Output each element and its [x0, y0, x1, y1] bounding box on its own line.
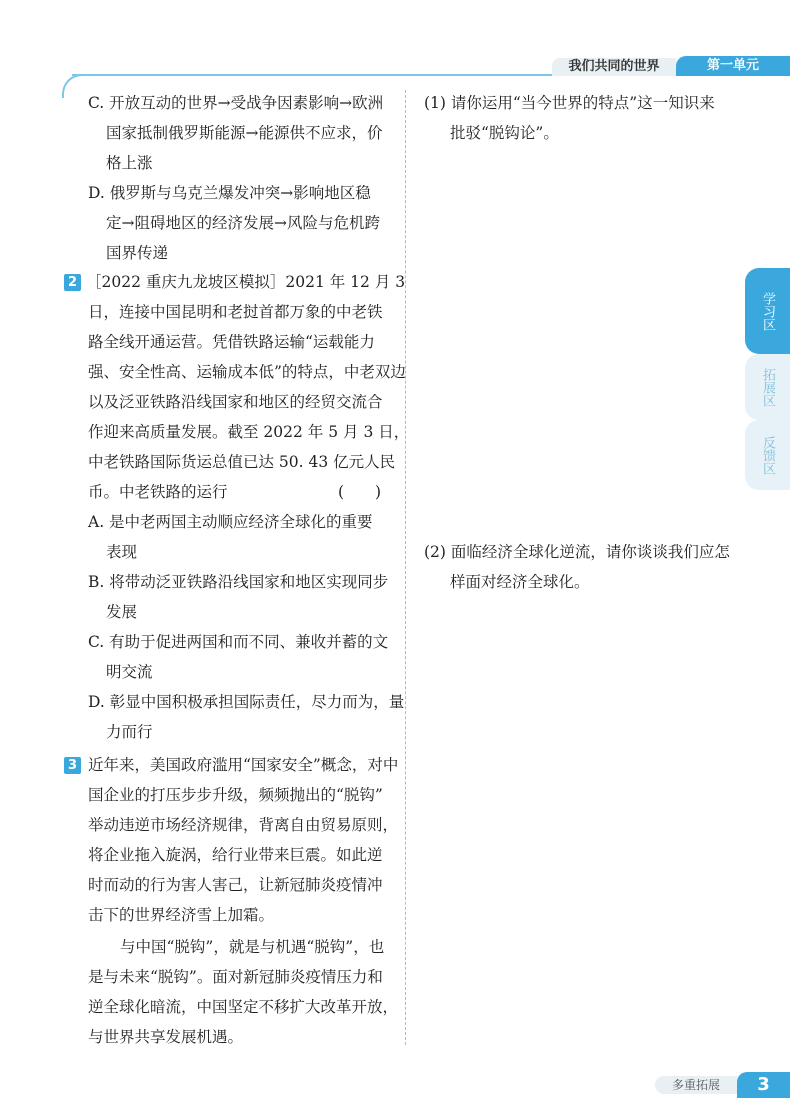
q2-stem-line-1: ［2022 重庆九龙坡区模拟］2021 年 12 月 3: [86, 273, 406, 291]
q2-stem-line-5: 以及泛亚铁路沿线国家和地区的经贸交流合: [88, 393, 383, 411]
prev-option-d-line-3: 国界传递: [106, 244, 169, 262]
q3-para1-line-2: 国企业的打压步步升级，频频抛出的“脱钩”: [88, 786, 383, 804]
q2-option-c-line-1: C. 有助于促进两国和而不同、兼收并蓄的文: [88, 633, 389, 651]
prev-option-c-line-3: 格上涨: [106, 154, 153, 172]
prev-option-c-line-1: C. 开放互动的世界→受战争因素影响→欧洲: [88, 94, 384, 112]
prev-option-d-line-2: 定→阻碍地区的经济发展→风险与危机跨: [106, 214, 380, 232]
side-tab-feedback[interactable]: 反馈区: [745, 420, 790, 490]
q3-para1-line-3: 举动违逆市场经济规律，背离自由贸易原则，: [88, 816, 399, 834]
q3-para2-line-2: 是与未来“脱钩”。面对新冠肺炎疫情压力和: [88, 968, 383, 986]
q3-para2-line-4: 与世界共享发展机遇。: [88, 1028, 244, 1046]
q3-sub1-line-1: (1) 请你运用“当今世界的特点”这一知识来: [424, 94, 715, 112]
q2-option-c-line-2: 明交流: [106, 663, 153, 681]
header-title: 我们共同的世界: [552, 58, 676, 76]
question-2-number-badge: 2: [64, 274, 81, 291]
q2-stem-line-3: 路全线开通运营。凭借铁路运输“运载能力: [88, 333, 375, 351]
page-number: 3: [737, 1072, 790, 1098]
side-tab-expand[interactable]: 拓展区: [745, 354, 790, 420]
footer-section-label: 多重拓展: [655, 1076, 737, 1094]
q2-option-b-line-1: B. 将带动泛亚铁路沿线国家和地区实现同步: [88, 573, 389, 591]
q2-option-d-line-2: 力而行: [106, 723, 153, 741]
q3-para2-line-3: 逆全球化暗流，中国坚定不移扩大改革开放，: [88, 998, 399, 1016]
q3-sub1-line-2: 批驳“脱钩论”。: [450, 124, 559, 142]
header-unit: 第一单元: [676, 56, 790, 76]
q3-sub2-line-1: (2) 面临经济全球化逆流，请你谈谈我们应怎: [424, 543, 730, 561]
q3-para1-line-4: 将企业拖入旋涡，给行业带来巨震。如此逆: [88, 846, 383, 864]
q2-option-b-line-2: 发展: [106, 603, 138, 621]
side-tab-study[interactable]: 学习区: [745, 268, 790, 354]
q2-stem-line-6: 作迎来高质量发展。截至 2022 年 5 月 3 日，: [88, 423, 410, 441]
header-rule-corner: [62, 74, 86, 98]
q3-sub2-line-2: 样面对经济全球化。: [450, 573, 590, 591]
column-divider: [405, 90, 406, 1045]
q2-answer-bracket: ( ): [338, 483, 382, 501]
q2-stem-line-4: 强、安全性高、运输成本低”的特点，中老双边: [88, 363, 406, 381]
q3-para2-line-1: 与中国“脱钩”，就是与机遇“脱钩”，也: [120, 938, 385, 956]
q2-option-d-line-1: D. 彰显中国积极承担国际责任，尽力而为，量: [88, 693, 405, 711]
prev-option-d-line-1: D. 俄罗斯与乌克兰爆发冲突→影响地区稳: [88, 184, 371, 202]
q3-para1-line-5: 时而动的行为害人害己，让新冠肺炎疫情冲: [88, 876, 383, 894]
q3-para1-line-1: 近年来，美国政府滥用“国家安全”概念，对中: [88, 756, 399, 774]
prev-option-c-line-2: 国家抵制俄罗斯能源→能源供不应求，价: [106, 124, 383, 142]
question-3-number-badge: 3: [64, 757, 81, 774]
q2-stem-line-7: 中老铁路国际货运总值已达 50. 43 亿元人民: [88, 453, 396, 471]
q2-stem-line-8: 币。中老铁路的运行: [88, 483, 228, 501]
q2-stem-line-2: 日，连接中国昆明和老挝首都万象的中老铁: [88, 303, 383, 321]
q2-option-a-line-2: 表现: [106, 543, 138, 561]
q3-para1-line-6: 击下的世界经济雪上加霜。: [88, 906, 275, 924]
q2-option-a-line-1: A. 是中老两国主动顺应经济全球化的重要: [88, 513, 373, 531]
